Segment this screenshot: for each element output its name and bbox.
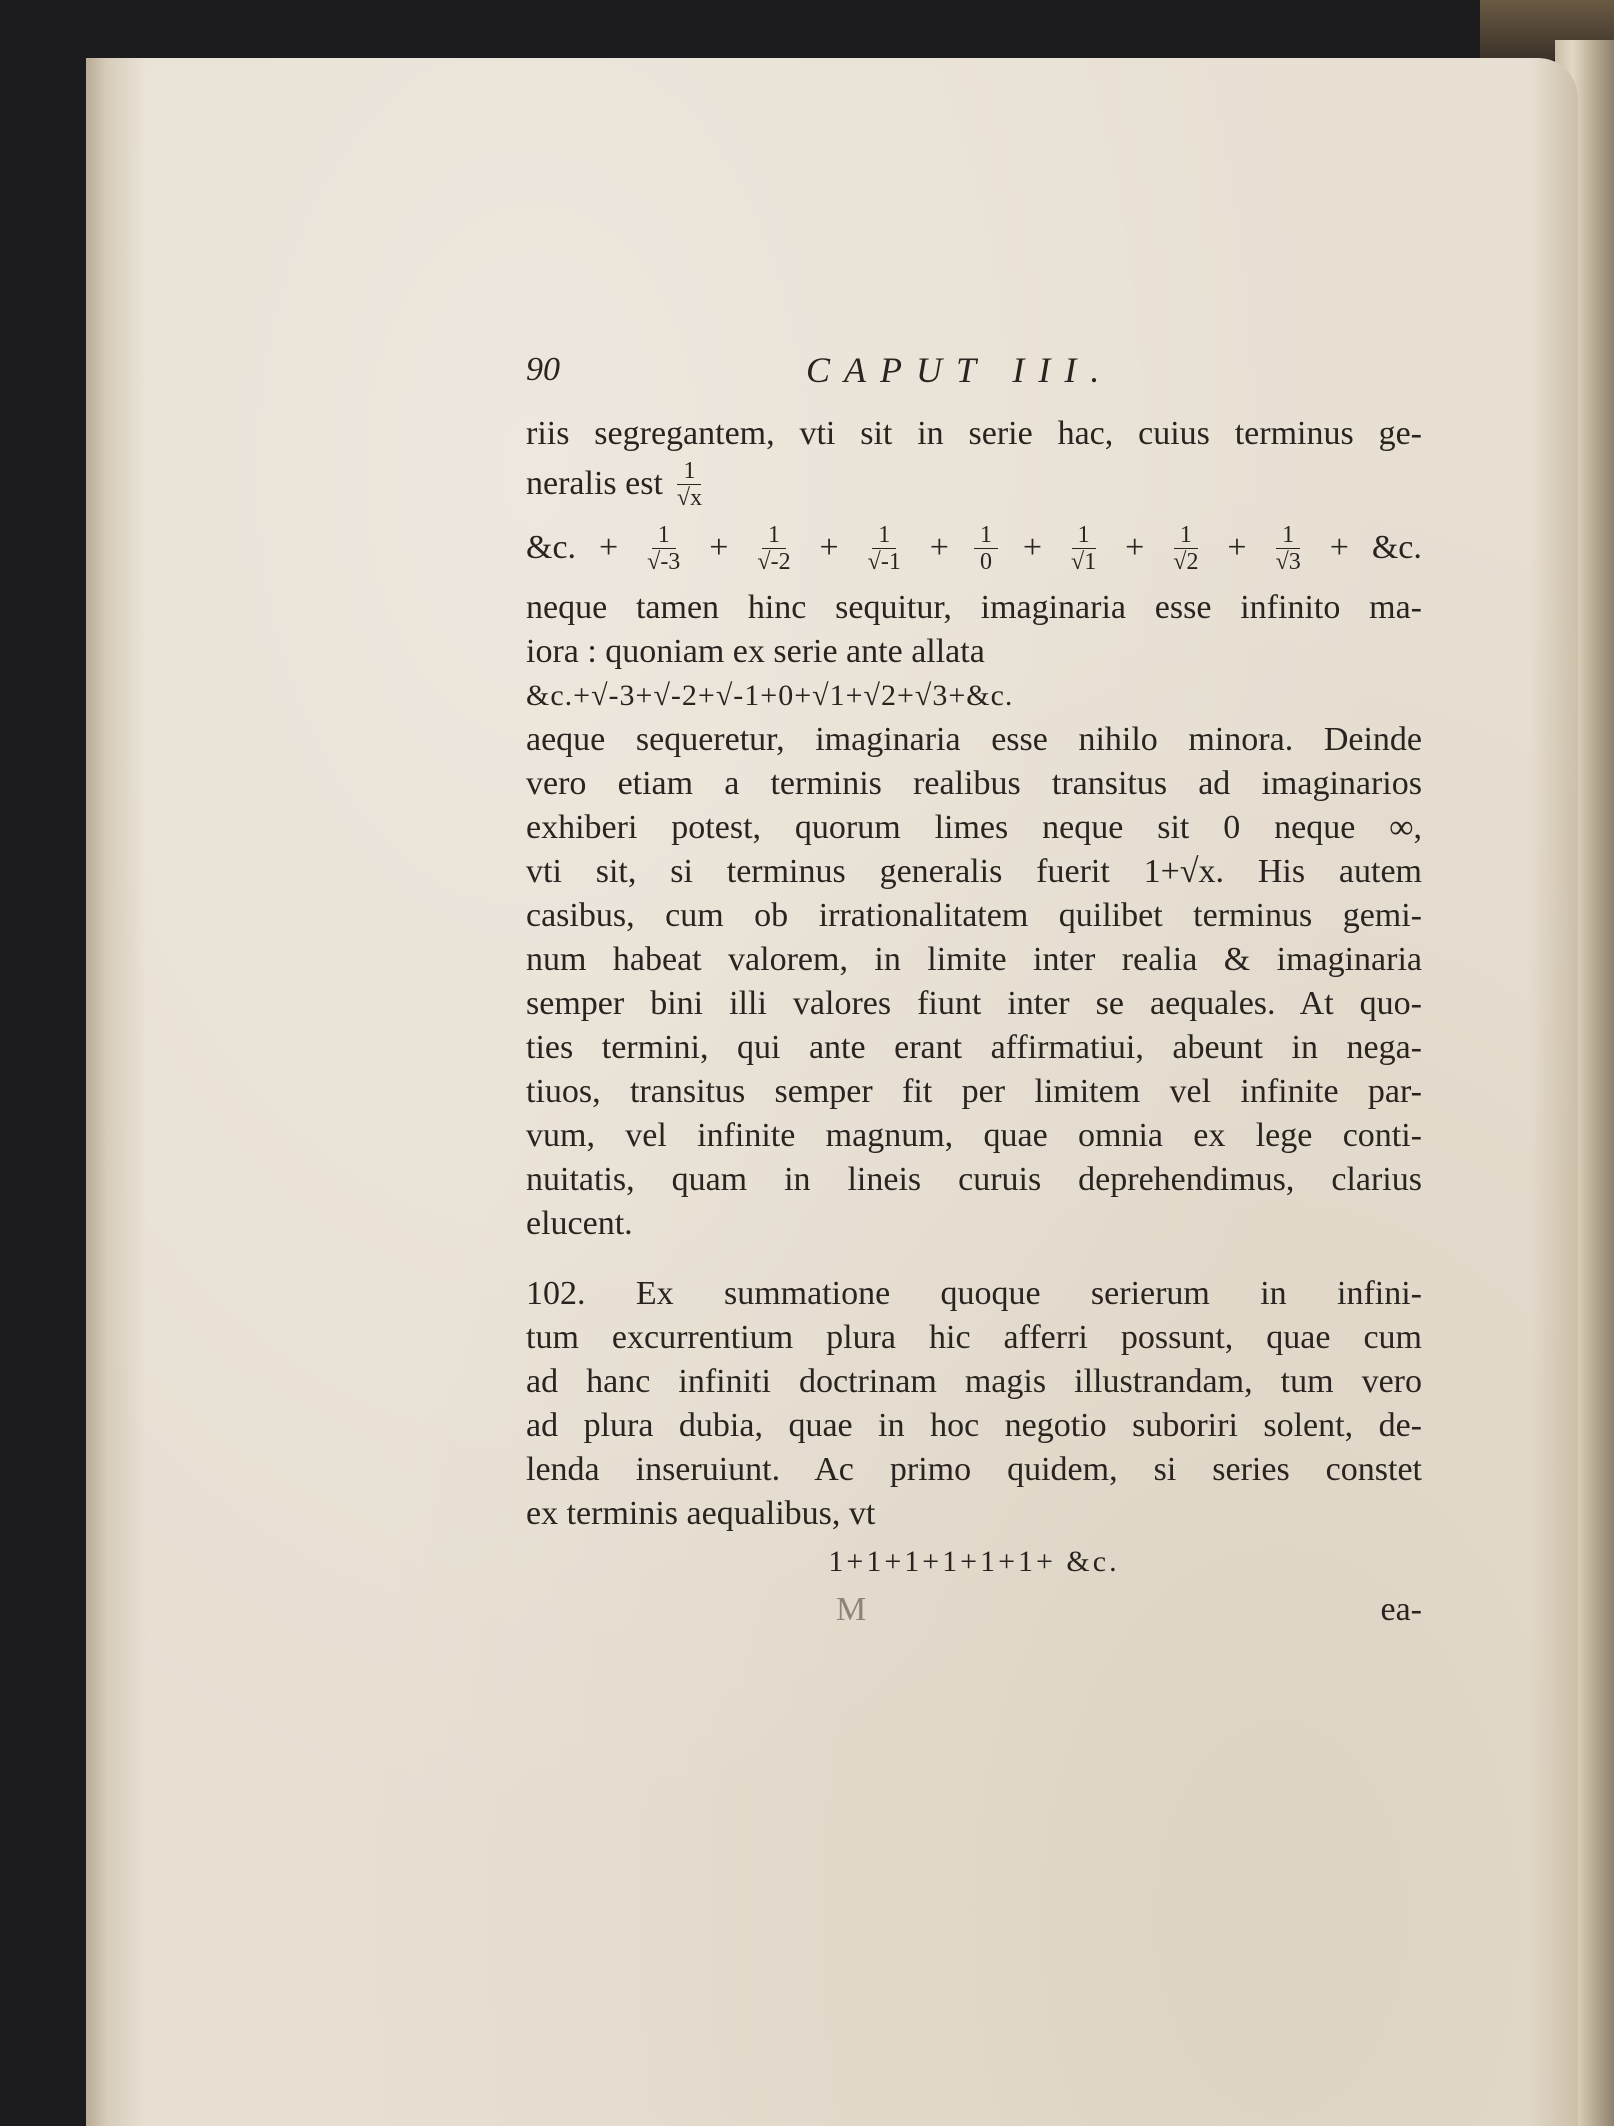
text-line: num habeat valorem, in limite inter realia & imaginaria	[526, 941, 1422, 978]
fraction-denominator: √-3	[647, 548, 681, 575]
formula-etc-end: &c.	[1371, 529, 1422, 566]
page-footer	[526, 1588, 1422, 1638]
paragraph-102	[526, 1272, 1422, 1536]
plus-sign: +	[819, 529, 839, 566]
fraction	[864, 522, 905, 575]
text-line: lenda inseruiunt. Ac primo quidem, si series constet	[526, 1451, 1422, 1488]
text-line: nuitatis, quam in lineis curuis deprehendimus, clarius	[526, 1161, 1422, 1198]
text-line: casibus, cum ob irrationalitatem quilibet terminus gemi-	[526, 897, 1422, 934]
fraction	[673, 458, 706, 511]
text-line: ties termini, qui ante erant affirmatiui, abeunt in nega-	[526, 1029, 1422, 1066]
text-line: riis segregantem, vti sit in serie hac, cuius terminus ge-	[526, 415, 1422, 452]
text-fragment: neralis est	[526, 465, 663, 502]
fraction-denominator: 0	[979, 548, 992, 575]
text-line: aeque sequeretur, imaginaria esse nihilo minora. Deinde	[526, 721, 1422, 758]
text-line: vum, vel infinite magnum, quae omnia ex lege conti-	[526, 1117, 1422, 1154]
plus-sign: +	[929, 529, 949, 566]
text-line: iora : quoniam ex serie ante allata	[526, 633, 985, 670]
text-line: tiuos, transitus semper fit per limitem vel infinite par-	[526, 1073, 1422, 1110]
catchword: ea-	[1380, 1591, 1422, 1628]
fraction-denominator: √1	[1071, 548, 1097, 575]
text-block	[526, 348, 1422, 1638]
text-line: semper bini illi valores fiunt inter se aequales. At quo-	[526, 985, 1422, 1022]
text-line: vti sit, si terminus generalis fuerit 1+√x. His autem	[526, 853, 1422, 890]
paragraph-3	[526, 718, 1422, 1246]
fraction	[974, 522, 998, 575]
signature-mark: M	[836, 1591, 867, 1628]
plus-sign: +	[599, 529, 619, 566]
fraction	[753, 522, 794, 575]
fraction	[643, 522, 684, 575]
fraction-numerator: 1	[1276, 522, 1300, 549]
formula-etc-start: &c.	[526, 529, 577, 566]
text-line: ad plura dubia, quae in hoc negotio suboriri solent, de-	[526, 1407, 1422, 1444]
page-edge-shadow	[1530, 58, 1578, 2126]
fraction-numerator: 1	[974, 522, 998, 549]
page-header	[526, 348, 1422, 404]
text-line: elucent.	[526, 1205, 633, 1242]
fraction	[1169, 522, 1202, 575]
page-number: 90	[526, 351, 560, 388]
text-line: 102. Ex summatione quoque serierum in infini-	[526, 1275, 1422, 1312]
text-line: neque tamen hinc sequitur, imaginaria esse infinito ma-	[526, 589, 1422, 626]
formula-series-roots: &c.+√-3+√-2+√-1+0+√1+√2+√3+&c.	[526, 679, 1014, 712]
fraction-numerator: 1	[1072, 522, 1096, 549]
plus-sign: +	[709, 529, 729, 566]
fraction-numerator: 1	[872, 522, 896, 549]
paragraph-1	[526, 412, 1422, 512]
formula-series-ones: 1+1+1+1+1+1+ &c.	[828, 1545, 1120, 1578]
text-line: exhiberi potest, quorum limes neque sit 0 neque ∞,	[526, 809, 1422, 846]
plus-sign: +	[1227, 529, 1247, 566]
text-line: ad hanc infiniti doctrinam magis illustrandam, tum vero	[526, 1363, 1422, 1400]
text-line: tum excurrentium plura hic afferri possunt, quae cum	[526, 1319, 1422, 1356]
plus-sign: +	[1329, 529, 1349, 566]
text-line: ex terminis aequalibus, vt	[526, 1495, 876, 1532]
fraction-denominator: √x	[676, 484, 703, 511]
text-line-with-fraction	[526, 456, 1422, 512]
paragraph-2	[526, 586, 1422, 674]
fraction	[1067, 522, 1100, 575]
plus-sign: +	[1125, 529, 1145, 566]
fraction-denominator: √3	[1275, 548, 1301, 575]
fraction-denominator: √2	[1173, 548, 1199, 575]
formula-series-fractions	[526, 516, 1422, 580]
plus-sign: +	[1022, 529, 1043, 566]
fraction-numerator: 1	[652, 522, 676, 549]
text-line: vero etiam a terminis realibus transitus ad imaginarios	[526, 765, 1422, 802]
fraction-numerator: 1	[677, 458, 701, 485]
page-gutter-shadow	[86, 58, 146, 2126]
fraction-numerator: 1	[1174, 522, 1198, 549]
fraction	[1272, 522, 1305, 575]
running-head: CAPUT III.	[806, 350, 1114, 390]
paragraph-gap	[526, 1246, 1422, 1272]
fraction-denominator: √-1	[867, 548, 901, 575]
fraction-denominator: √-2	[757, 548, 791, 575]
fraction-numerator: 1	[762, 522, 786, 549]
